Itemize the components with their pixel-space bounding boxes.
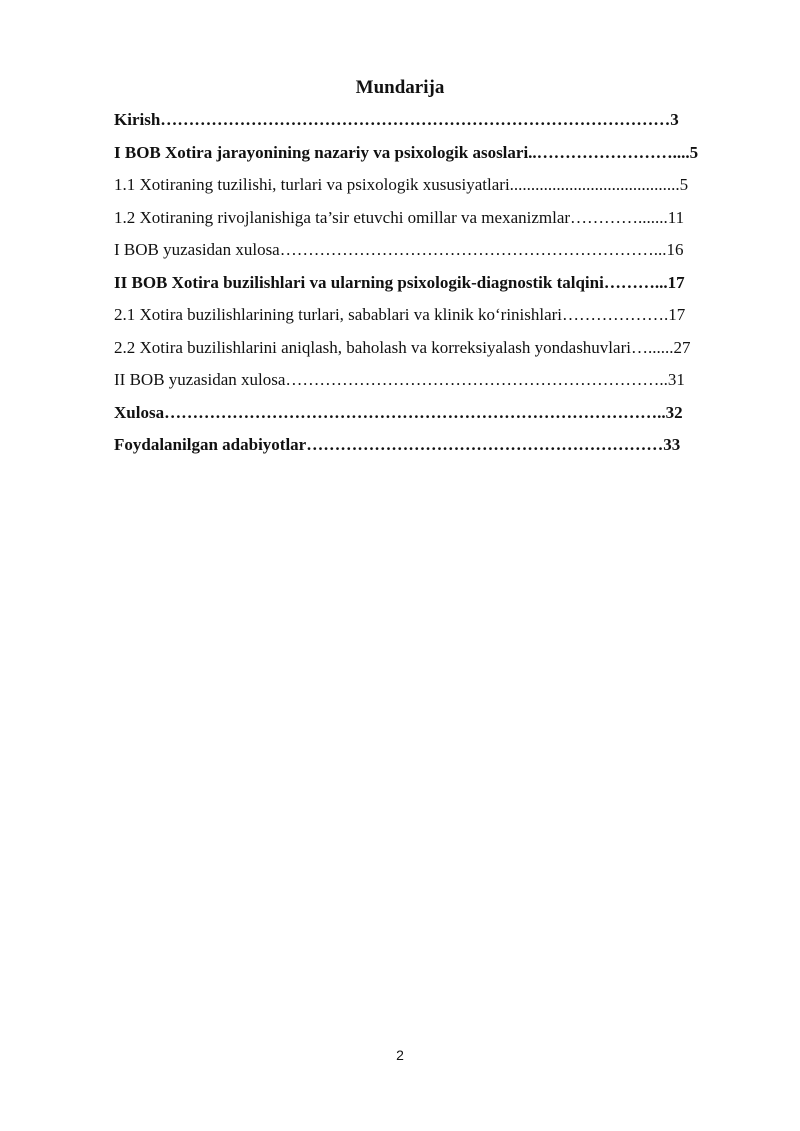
page-number: 2 (396, 1047, 404, 1063)
toc-entry-section-1-1: 1.1 Xotiraning tuzilishi, turlari va psixologik xususiyatlari........................................5 (114, 175, 689, 194)
toc-entry-introduction: Kirish………………………………………………………………………………3 (114, 110, 679, 129)
toc-entry-references: Foydalanilgan adabiyotlar………………………………………………………33 (114, 435, 681, 454)
toc-entry-section-2-2: 2.2 Xotira buzilishlarini aniqlash, baholash va korreksiyalash yondashuvlari…......27 (114, 338, 691, 357)
toc-entry-chapter-2-conclusion: II BOB yuzasidan xulosa…………………………………………………………..31 (114, 370, 685, 389)
page-title: Mundarija (355, 77, 445, 98)
toc-entry-section-2-1: 2.1 Xotira buzilishlarining turlari, sabablari va klinik koʻrinishlari……………….17 (114, 305, 686, 324)
toc-entry-chapter-2: II BOB Xotira buzilishlari va ularning psixologik-diagnostik talqini………...17 (114, 273, 685, 292)
toc-entry-chapter-1: I BOB Xotira jarayonining nazariy va psixologik asoslari..……………………....5 (114, 143, 699, 162)
toc-entry-section-1-2: 1.2 Xotiraning rivojlanishiga ta’sir etuvchi omillar va mexanizmlar………….......11 (114, 208, 685, 227)
toc-entry-chapter-1-conclusion: I BOB yuzasidan xulosa…………………………………………………………...16 (114, 240, 684, 259)
toc-entry-conclusion: Xulosa……………………………………………………………………………..32 (114, 403, 683, 422)
